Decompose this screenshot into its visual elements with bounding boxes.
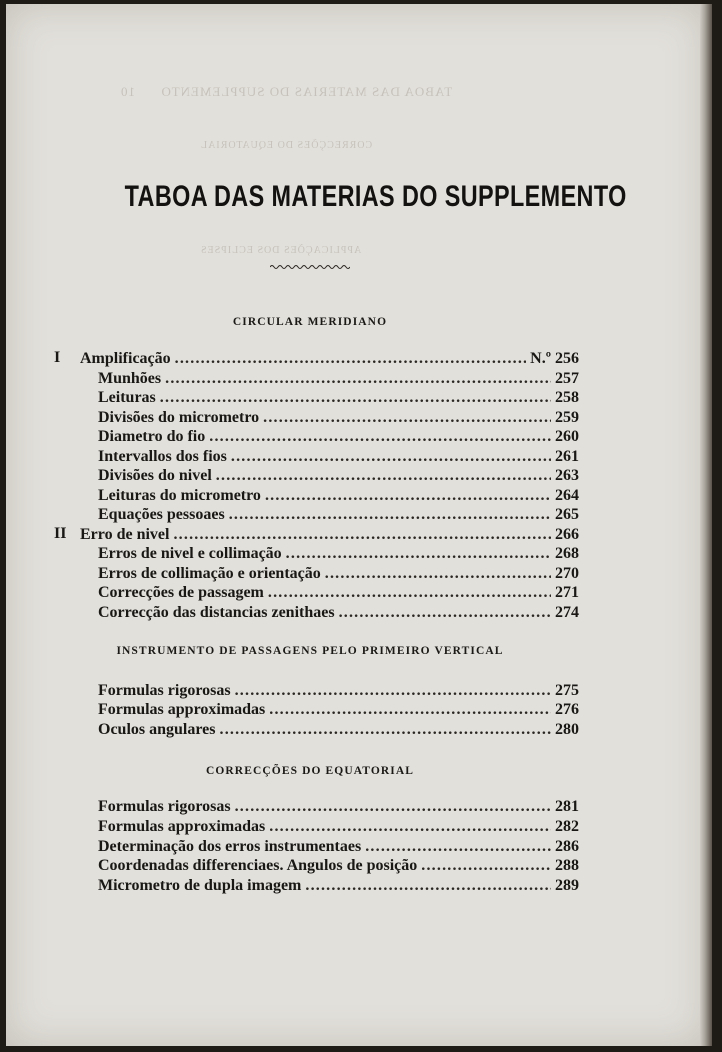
entry-label: Coordenadas differenciaes. Angulos de posição [98, 857, 418, 874]
section-heading: CORRECÇÕES DO EQUATORIAL [205, 765, 415, 777]
entry-label: Erros de nivel e collimação [98, 545, 282, 562]
entry-label: Formulas approximadas [98, 818, 266, 835]
entry-page: 280 [555, 721, 579, 738]
entry-label: Formulas approximadas [98, 701, 266, 718]
entry-label: Oculos angulares [98, 721, 216, 738]
entry-prefix: N.º [530, 350, 551, 367]
entry-page: 266 [555, 526, 579, 543]
page-title: TABOA DAS MATERIAS DO SUPPLEMENTO [124, 180, 627, 213]
leader-dots [286, 544, 551, 564]
toc-entry [98, 486, 579, 506]
leader-dots [229, 505, 551, 525]
entry-label: Leituras [98, 389, 156, 406]
leader-dots [231, 447, 551, 467]
toc-entry [98, 876, 579, 896]
toc-entry [98, 447, 579, 467]
entry-label: Intervallos dos fios [98, 448, 227, 465]
toc-entry [98, 700, 579, 720]
entry-label: Formulas rigorosas [98, 682, 231, 699]
entry-page: 256 [555, 350, 579, 367]
toc-entry [98, 837, 579, 857]
leader-dots [265, 486, 551, 506]
leader-dots [216, 466, 551, 486]
entry-label: Erro de nivel [80, 526, 170, 543]
toc-entry [80, 525, 579, 545]
entry-page: 276 [555, 701, 579, 718]
entry-label: Equações pessoaes [98, 506, 225, 523]
toc-entry [98, 583, 579, 603]
entry-page: 268 [555, 545, 579, 562]
section-heading: INSTRUMENTO DE PASSAGENS PELO PRIMEIRO VERTICAL [116, 645, 504, 657]
entry-label: Leituras do micrometro [98, 487, 261, 504]
toc-entry [98, 603, 579, 623]
leader-dots [160, 388, 551, 408]
entry-label: Munhões [98, 370, 162, 387]
toc-entry [98, 720, 579, 740]
show-through-text: APPLICAÇÕES DOS ECLIPSES [200, 245, 362, 256]
toc-entry [98, 408, 579, 428]
leader-dots [269, 700, 551, 720]
roman-numeral: I [54, 349, 61, 366]
toc-entry [98, 797, 579, 817]
leader-dots [365, 837, 551, 857]
leader-dots [235, 797, 551, 817]
entry-page: 258 [555, 389, 579, 406]
leader-dots [165, 369, 551, 389]
entry-page: 289 [555, 877, 579, 894]
entry-page: 270 [555, 565, 579, 582]
entry-page: 275 [555, 682, 579, 699]
toc-entry [98, 388, 579, 408]
entry-page: 259 [555, 409, 579, 426]
leader-dots [269, 817, 551, 837]
leader-dots [325, 564, 551, 584]
toc-entry [98, 817, 579, 837]
page-edge [700, 4, 712, 1046]
toc-entry [98, 856, 579, 876]
leader-dots [305, 876, 551, 896]
leader-dots [263, 408, 551, 428]
leader-dots [421, 856, 551, 876]
leader-dots [339, 603, 551, 623]
entry-page: 271 [555, 584, 579, 601]
toc-entry [98, 505, 579, 525]
entry-page: 265 [555, 506, 579, 523]
entry-label: Correcção das distancias zenithaes [98, 604, 335, 621]
entry-page: 260 [555, 428, 579, 445]
leader-dots [268, 583, 551, 603]
leader-dots [173, 525, 551, 545]
entry-label: Divisões do nivel [98, 467, 212, 484]
entry-label: Amplificação [80, 350, 171, 367]
leader-dots [175, 349, 527, 369]
toc-entry [80, 349, 579, 369]
toc-entry [98, 369, 579, 389]
toc-entry [98, 681, 579, 701]
entry-page: 257 [555, 370, 579, 387]
entry-label: Divisões do micrometro [98, 409, 260, 426]
entry-page: 282 [555, 818, 579, 835]
entry-label: Determinação dos erros instrumentaes [98, 838, 362, 855]
entry-label: Formulas rigorosas [98, 798, 231, 815]
section-heading: CIRCULAR MERIDIANO [232, 316, 388, 328]
show-through-text: TABOA DAS MATERIAS DO SUPPLEMENTO 10 [120, 84, 453, 99]
roman-numeral: II [54, 525, 67, 542]
ornament-rule-icon [270, 262, 350, 272]
entry-page: 274 [555, 604, 579, 621]
entry-label: Erros de collimação e orientação [98, 565, 321, 582]
toc-entry [98, 466, 579, 486]
leader-dots [220, 720, 552, 740]
entry-label: Diametro do fio [98, 428, 206, 445]
show-through-text: CORRECÇÕES DO EQUATORIAL [200, 140, 373, 151]
toc-entry [98, 427, 579, 447]
leader-dots [235, 681, 551, 701]
entry-page: 263 [555, 467, 579, 484]
leader-dots [209, 427, 551, 447]
entry-page: 281 [555, 798, 579, 815]
toc-entry [98, 544, 579, 564]
entry-page: 286 [555, 838, 579, 855]
entry-page: 288 [555, 857, 579, 874]
toc-entry [98, 564, 579, 584]
entry-page: 261 [555, 448, 579, 465]
entry-label: Correcções de passagem [98, 584, 264, 601]
entry-page: 264 [555, 487, 579, 504]
entry-label: Micrometro de dupla imagem [98, 877, 302, 894]
